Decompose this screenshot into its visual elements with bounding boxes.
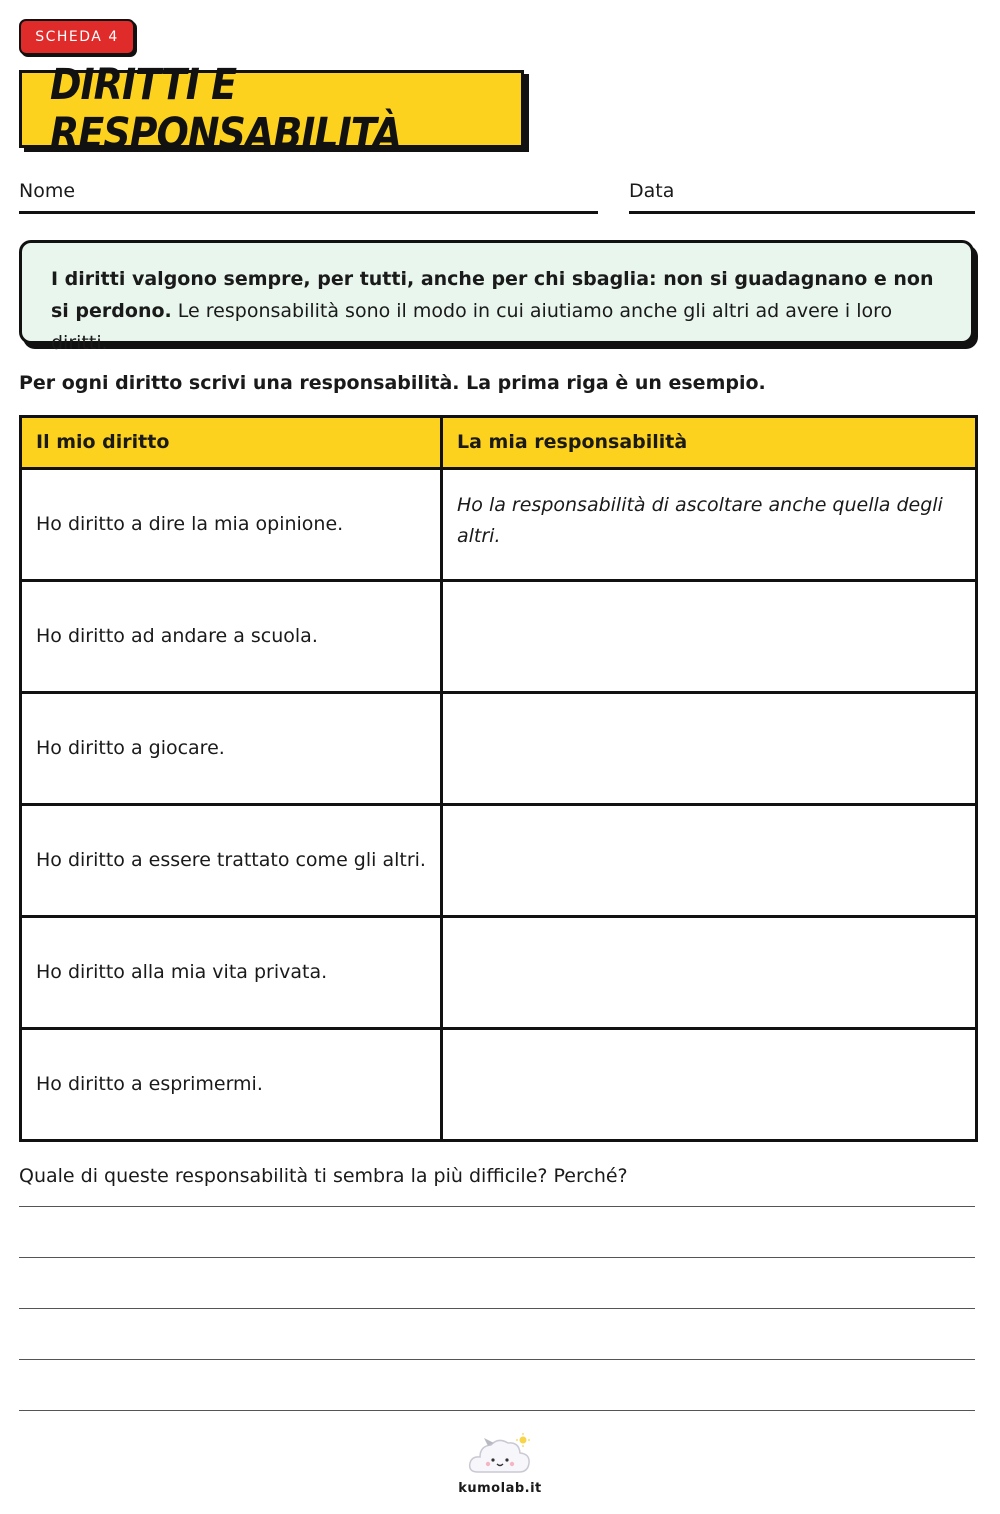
right-cell: Ho diritto a dire la mia opinione. <box>21 469 442 581</box>
responsibility-cell-example: Ho la responsabilità di ascoltare anche quella degli altri. <box>442 469 977 581</box>
date-field[interactable] <box>629 211 975 214</box>
table-row <box>21 805 977 917</box>
right-cell: Ho diritto a esprimermi. <box>21 1029 442 1141</box>
responsibility-cell[interactable] <box>442 693 977 805</box>
responsibility-cell[interactable] <box>442 1029 977 1141</box>
table-row <box>21 581 977 693</box>
cloud-mascot-icon <box>466 1432 534 1480</box>
header-right: Il mio diritto <box>21 417 442 469</box>
responsibility-cell[interactable] <box>442 581 977 693</box>
site-url: kumolab.it <box>458 1481 542 1496</box>
writing-line[interactable] <box>19 1410 975 1411</box>
question-text: Quale di queste responsabilità ti sembra la più difficile? Perché? <box>19 1165 628 1187</box>
table-row <box>21 469 977 581</box>
name-label: Nome <box>19 180 76 202</box>
responsibility-cell[interactable] <box>442 805 977 917</box>
page-title: DIRITTI E RESPONSABILITÀ <box>50 59 402 159</box>
info-bold-text: I diritti valgono sempre, per tutti, anche per chi sbaglia: non si guadagnano e non si perdono. <box>51 268 934 322</box>
right-cell: Ho diritto a giocare. <box>21 693 442 805</box>
worksheet-tag: SCHEDA 4 <box>19 19 135 55</box>
table-header-row <box>21 417 977 469</box>
info-box <box>19 240 974 354</box>
instruction-text: Per ogni diritto scrivi una responsabilità. La prima riga è un esempio. <box>19 372 766 394</box>
table-row <box>21 693 977 805</box>
writing-line[interactable] <box>19 1206 975 1207</box>
info-text: Le responsabilità sono il modo in cui aiutiamo anche gli altri ad avere i loro diritti. <box>51 300 893 354</box>
responsibility-cell[interactable] <box>442 917 977 1029</box>
table-row <box>21 917 977 1029</box>
date-label: Data <box>629 180 675 202</box>
right-cell: Ho diritto a essere trattato come gli altri. <box>21 805 442 917</box>
name-field[interactable] <box>19 211 598 214</box>
writing-line[interactable] <box>19 1359 975 1360</box>
writing-line[interactable] <box>19 1308 975 1309</box>
header-responsibility: La mia responsabilità <box>442 417 977 469</box>
right-cell: Ho diritto ad andare a scuola. <box>21 581 442 693</box>
right-cell: Ho diritto alla mia vita privata. <box>21 917 442 1029</box>
title-banner <box>19 59 524 159</box>
rights-table <box>19 415 978 1142</box>
table-row <box>21 1029 977 1141</box>
writing-line[interactable] <box>19 1257 975 1258</box>
